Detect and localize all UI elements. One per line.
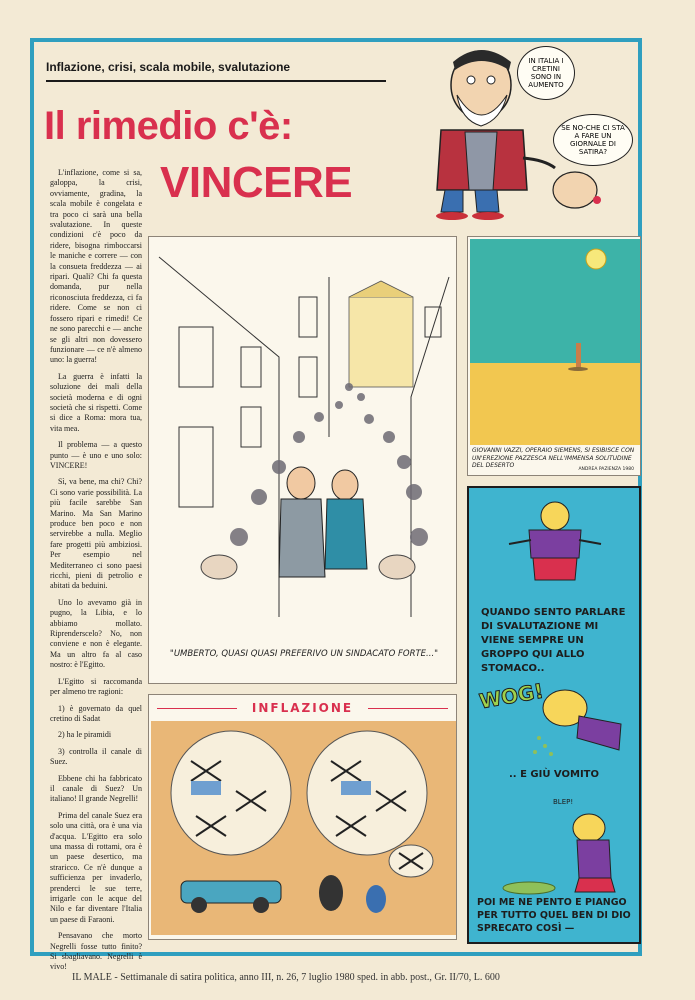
- article-paragraph: Pensavano che morto Negrelli fosse tutto finito? Si sbagliavano. Negrelli è vivo!: [50, 931, 142, 972]
- caricature-cartoon: [405, 40, 637, 220]
- page-footer: IL MALE - Settimanale di satira politica, anno III, n. 26, 7 luglio 1980 sped. in abb. post., Gr. II/70, L. 600: [72, 972, 500, 983]
- street-cartoon-caption: "UMBERTO, QUASI QUASI PREFERIVO UN SINDACATO FORTE...": [169, 649, 439, 659]
- article-paragraph: 2) ha le piramidi: [58, 730, 112, 740]
- desert-figure: [470, 239, 640, 445]
- inflazione-title-rule: [368, 708, 448, 709]
- inflazione-illustration: [151, 721, 456, 935]
- street-crowd-illustration: [149, 237, 456, 647]
- rubric-rule: [46, 80, 386, 82]
- street-cartoon-panel: [148, 236, 457, 684]
- inflazione-cartoon-panel: [148, 694, 457, 940]
- strip-sound-wog: WOG!: [477, 678, 546, 714]
- article-paragraph: Prima del canale Suez era solo una città, ora è una via d'acqua. L'Egitto era solo una massa di rottami, ora è un paese desertico, ma straricco. Ce n'è dunque a sufficienza per invaderlo, prenderci le sue terre, irrigarle con le acque del Nilo e far diventare l'Italia un paese di Faraoni.: [50, 810, 142, 924]
- article-paragraph: Ebbene chi ha fabbricato il canale di Suez? Un italiano! Il grande Negrelli!: [50, 773, 142, 804]
- strip-text-3: POI ME NE PENTO E PIANGO PER TUTTO QUEL BEN DI DIO SPRECATO COSÌ —: [477, 897, 631, 934]
- strip-illustration: [469, 488, 639, 942]
- vomit-strip-panel: [467, 486, 641, 944]
- strip-sound-blep: BLEP!: [553, 798, 574, 806]
- article-paragraph: La guerra è infatti la soluzione dei mali della società moderna e di ogni società che si rispetti. Come si dice a Roma: mora tua, vita mea.: [50, 371, 142, 433]
- article-paragraph: L'Egitto si raccomanda per almeno tre ragioni:: [50, 676, 142, 697]
- article-paragraph: L'inflazione, come si sa, galoppa, la crisi, ovviamente, gradina, la scala mobile è congelata e tra poco ci sarà una bella svalutazione. In queste condizioni c'è poco da ridere, bisogna rimboccarsi le maniche e correre — con la consueta freddezza — ai ripari. Quali? Chi fa questa domanda, pur nella riconosciuta freddezza, ci fa ridere. Come se non ci fossero ripari e rimedi! Ce ne sono parecchi e — anche se gli altri non dovessero funzionare — ce n'è almeno uno: la guerra!: [50, 168, 142, 365]
- article-body: [50, 168, 142, 979]
- inflazione-title: INFLAZIONE: [251, 701, 354, 715]
- article-paragraph: Sì, va bene, ma chi? Chi? Ci sono varie possibilità. La più facile sarebbe San Marino. Ma San Marino produce ben poco e non servirebbe a nulla. Meglio fare progetti più ambiziosi. Per esempio nel Mediterraneo ci sono paesi ricchi, pieni di petrolio e abitati da beduini.: [50, 477, 142, 591]
- section-rubric: Inflazione, crisi, scala mobile, svalutazione: [46, 60, 291, 74]
- inflazione-title-rule: [157, 708, 237, 709]
- speech-bubble-2: SE NO-CHE CI STA A FARE UN GIORNALE DI SATIRA?: [553, 114, 633, 166]
- article-paragraph: Il problema — a questo punto — è uno e uno solo: VINCERE!: [50, 440, 142, 470]
- desert-cartoon-panel: [467, 236, 641, 476]
- strip-text-1: QUANDO SENTO PARLARE DI SVALUTAZIONE MI VIENE SEMPRE UN GROPPO QUI ALLO STOMACO..: [481, 607, 626, 674]
- article-paragraph: Uno lo avevamo già in pugno, la Libia, e lo abbiamo mollato. Riprenderscelo? No, non conviene e non è elegante. Ma un altro fa al caso nostro: è l'Egitto.: [50, 597, 142, 670]
- article-paragraph: 3) controlla il canale di Suez.: [50, 746, 142, 767]
- headline-line-1: Il rimedio c'è:: [44, 104, 293, 148]
- speech-bubble-1: IN ITALIA I CRETINI SONO IN AUMENTO: [517, 46, 575, 100]
- headline-line-2: VINCERE: [160, 158, 353, 207]
- desert-cartoon-signature: ANDREA PAZIENZA 1980: [578, 467, 634, 472]
- strip-text-2: .. E GIÙ VOMITO: [509, 769, 599, 780]
- desert-cartoon-caption: GIOVANNI VAZZI, OPERAIO SIEMENS, SI ESIBISCE CON UN'EREZIONE PAZZESCA NELL'IMMENSA SOLITUDINE DEL DESERTO: [472, 447, 635, 469]
- article-paragraph: 1) è governato da quel cretino di Sadat: [50, 703, 142, 723]
